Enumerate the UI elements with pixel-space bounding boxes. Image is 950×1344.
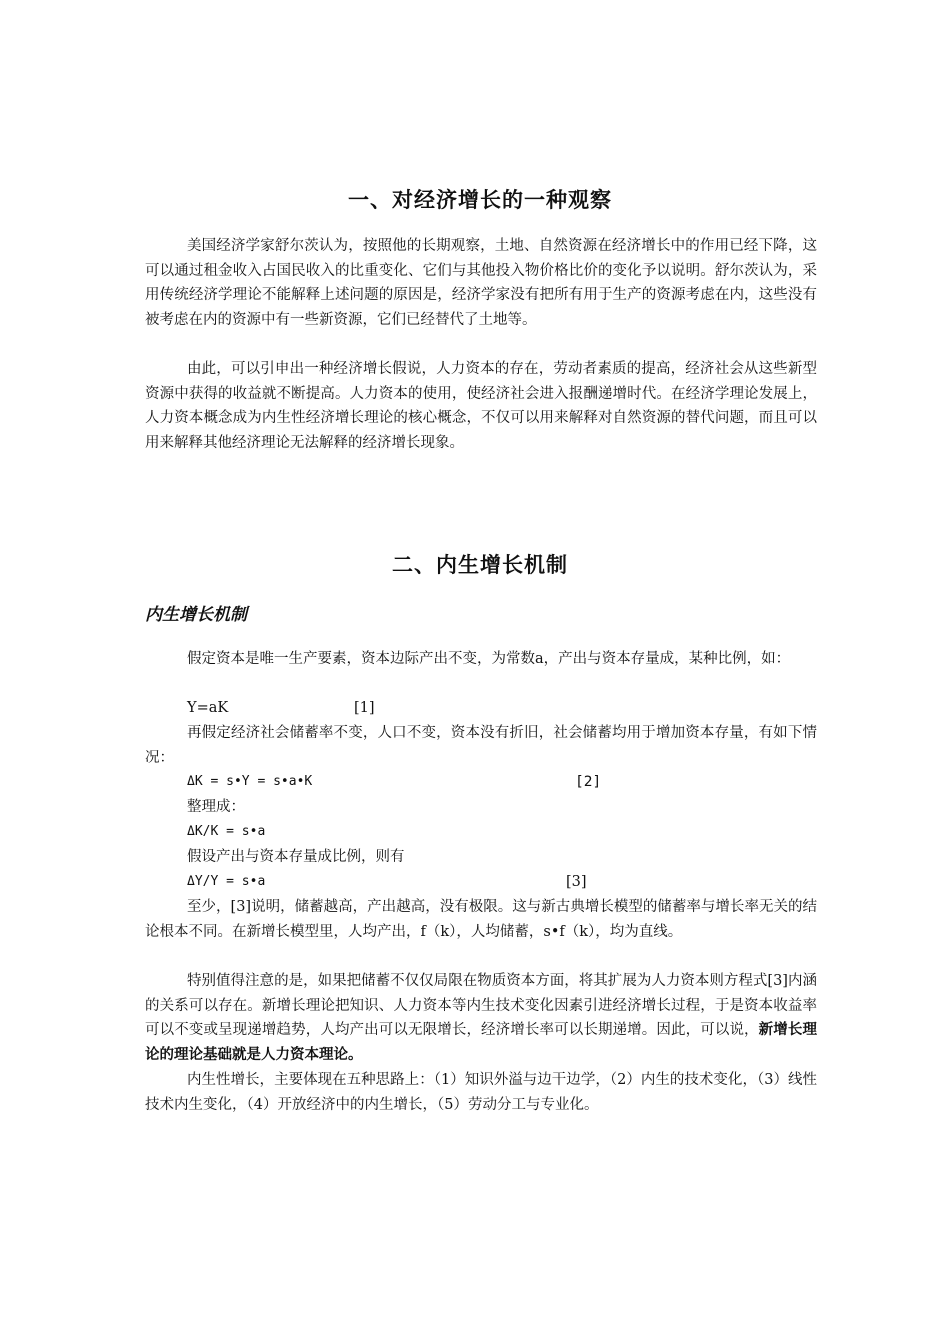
section-2-title: 二、内生增长机制 xyxy=(392,553,568,577)
section-2-paragraph-4 xyxy=(145,969,817,1067)
equation-1: Y=aK xyxy=(187,700,229,716)
paragraph-4-text: 特别值得注意的是，如果把储蓄不仅仅局限在物质资本方面，将其扩展为人力资本则方程式[3]内涵的关系可以存在。新增长理论把知识、人力资本等内生技术变化因素引进经济增长过程，于是资本收益率可以不变或呈现递增趋势，人均产出可以无限增长，经济增长率可以长期递增。因此，可以说， xyxy=(145,973,817,1038)
section-1-paragraph-1: 美国经济学家舒尔茨认为，按照他的长期观察，土地、自然资源在经济增长中的作用已经下降，这可以通过租金收入占国民收入的比重变化、它们与其他投入物价格比价的变化予以说明。舒尔茨认为，采用传统经济学理论不能解释上述问题的原因是，经济学家没有把所有用于生产的资源考虑在内，这些没有被考虑在内的资源中有一些新资源，它们已经替代了土地等。 xyxy=(145,238,817,328)
section-1-paragraph-2: 由此，可以引申出一种经济增长假说，人力资本的存在，劳动者素质的提高，经济社会从这些新型资源中获得的收益就不断提高。人力资本的使用，使经济社会进入报酬递增时代。在经济学理论发展上，人力资本概念成为内生性经济增长理论的核心概念，不仅可以用来解释对自然资源的替代问题，而且可以用来解释其他经济理论无法解释的经济增长现象。 xyxy=(145,361,817,451)
section-2-paragraph-2: 再假定经济社会储蓄率不变，人口不变，资本没有折旧，社会储蓄均用于增加资本存量，有如下情况： xyxy=(145,725,817,766)
section-2-paragraph-3: 至少，[3]说明，储蓄越高，产出越高，没有极限。这与新古典增长模型的储蓄率与增长率无关的结论根本不同。在新增长模型里，人均产出，f（k），人均储蓄，s•f（k），均为直线。 xyxy=(145,899,817,940)
section-1-title: 一、对经济增长的一种观察 xyxy=(348,188,612,212)
assume-line: 假设产出与资本存量成比例，则有 xyxy=(187,849,405,865)
equation-4: ΔY/Y = s•a xyxy=(187,874,266,889)
equation-2: ΔK = s•Y = s•a•K xyxy=(187,774,313,789)
equation-3: ΔK/K = s•a xyxy=(187,824,266,839)
section-2-paragraph-1: 假定资本是唯一生产要素，资本边际产出不变，为常数a，产出与资本存量成，某种比例，如： xyxy=(187,651,791,667)
equation-1-ref: [1] xyxy=(354,700,375,716)
paragraph-4-bold-text: 新增长理论的理论基础就是人力资本理论。 xyxy=(145,1022,818,1063)
arrange-line: 整理成： xyxy=(187,799,245,815)
equation-2-ref: [2] xyxy=(575,774,602,790)
equation-4-ref: [3] xyxy=(566,874,587,890)
section-2-subtitle: 内生增长机制 xyxy=(145,605,247,625)
section-2-paragraph-5: 内生性增长，主要体现在五种思路上：（1）知识外溢与边干边学，（2）内生的技术变化，（3）线性技术内生变化，（4）开放经济中的内生增长，（5）劳动分工与专业化。 xyxy=(145,1072,817,1113)
